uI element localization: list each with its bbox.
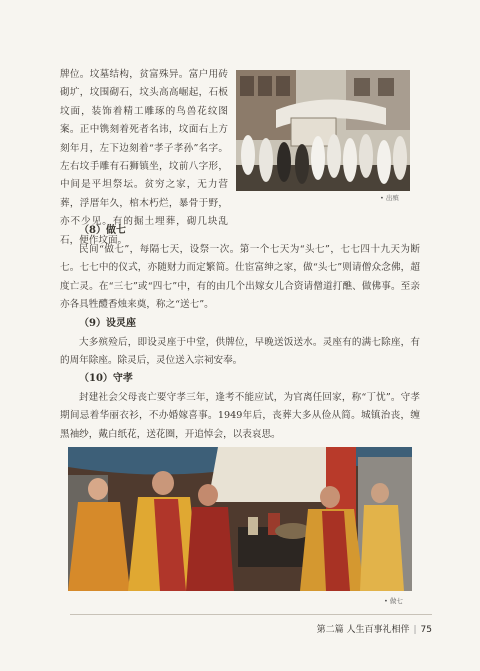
section-heading-shouxiao: （10）守孝 [79, 373, 133, 384]
footer-separator: | [413, 625, 417, 635]
paragraph-tomb-structure: 牌位。坟墓结构，贫富殊异。富户用砖砌圹，坟围砌石，坟头高高崛起，石板坟面，装饰着精工雕琢的鸟兽花纹图案。正中镌刻着死者名讳，坟面右上方刻年月，左下边刻着“孝子孝孙”名字。左右坟手雕有石狮镇坐，坟前八字形，中间是平坦祭坛。贫穷之家，无力营葬，浮厝年久，棺木朽烂，暴骨于野，亦不少见。有的掘土埋葬，砌几块乱石，便作坟面。 [60, 69, 228, 246]
footer-divider [70, 614, 432, 615]
paragraph-lingzuo: 大多殡殓后，即设灵座于中堂，供牌位，早晚送饭送水。灵座有的满七除座，有的周年除座。除灵后，灵位送入宗祠安奉。 [60, 337, 420, 367]
page-number: 75 [420, 625, 432, 635]
section-heading-zuoqi: （8）做七 [79, 225, 126, 236]
funeral-procession-photo [236, 70, 410, 191]
footer-section-title: 第二篇 人生百事礼相伴 [316, 625, 410, 635]
monks-ritual-photo [68, 447, 412, 591]
section-heading-lingzuo: （9）设灵座 [79, 318, 136, 329]
photo-caption-zuoqi: • 做七 [384, 597, 403, 605]
paragraph-shouxiao: 封建社会父母丧亡要守孝三年，逢考不能应试，为官离任回家，称“丁忧”。守孝期间忌着华丽衣衫，不办婚嫁喜事。1949年后，丧葬大多从俭从简。城镇治丧，缠黑袖纱，戴白纸花，送花圈，开追悼会，以表哀思。 [60, 392, 420, 440]
funeral-procession-illustration [236, 70, 410, 191]
photo-caption-procession: • 出殡 [380, 194, 399, 202]
page-footer [317, 622, 432, 635]
paragraph-zuoqi: 民间“做七”，每隔七天，设祭一次。第一个七天为“头七”，七七四十九天为断七。七七中的仪式，亦随财力而定繁简。仕宦富绅之家，做“头七”则请僧众念佛，超度亡灵。在“三七”或“四七”中，有的由几个出嫁女儿合资请僧道打醮、做佛事。至亲亦各具牲醴香烛来奠，称之“送七”。 [60, 244, 420, 311]
monks-ritual-illustration [68, 447, 412, 591]
